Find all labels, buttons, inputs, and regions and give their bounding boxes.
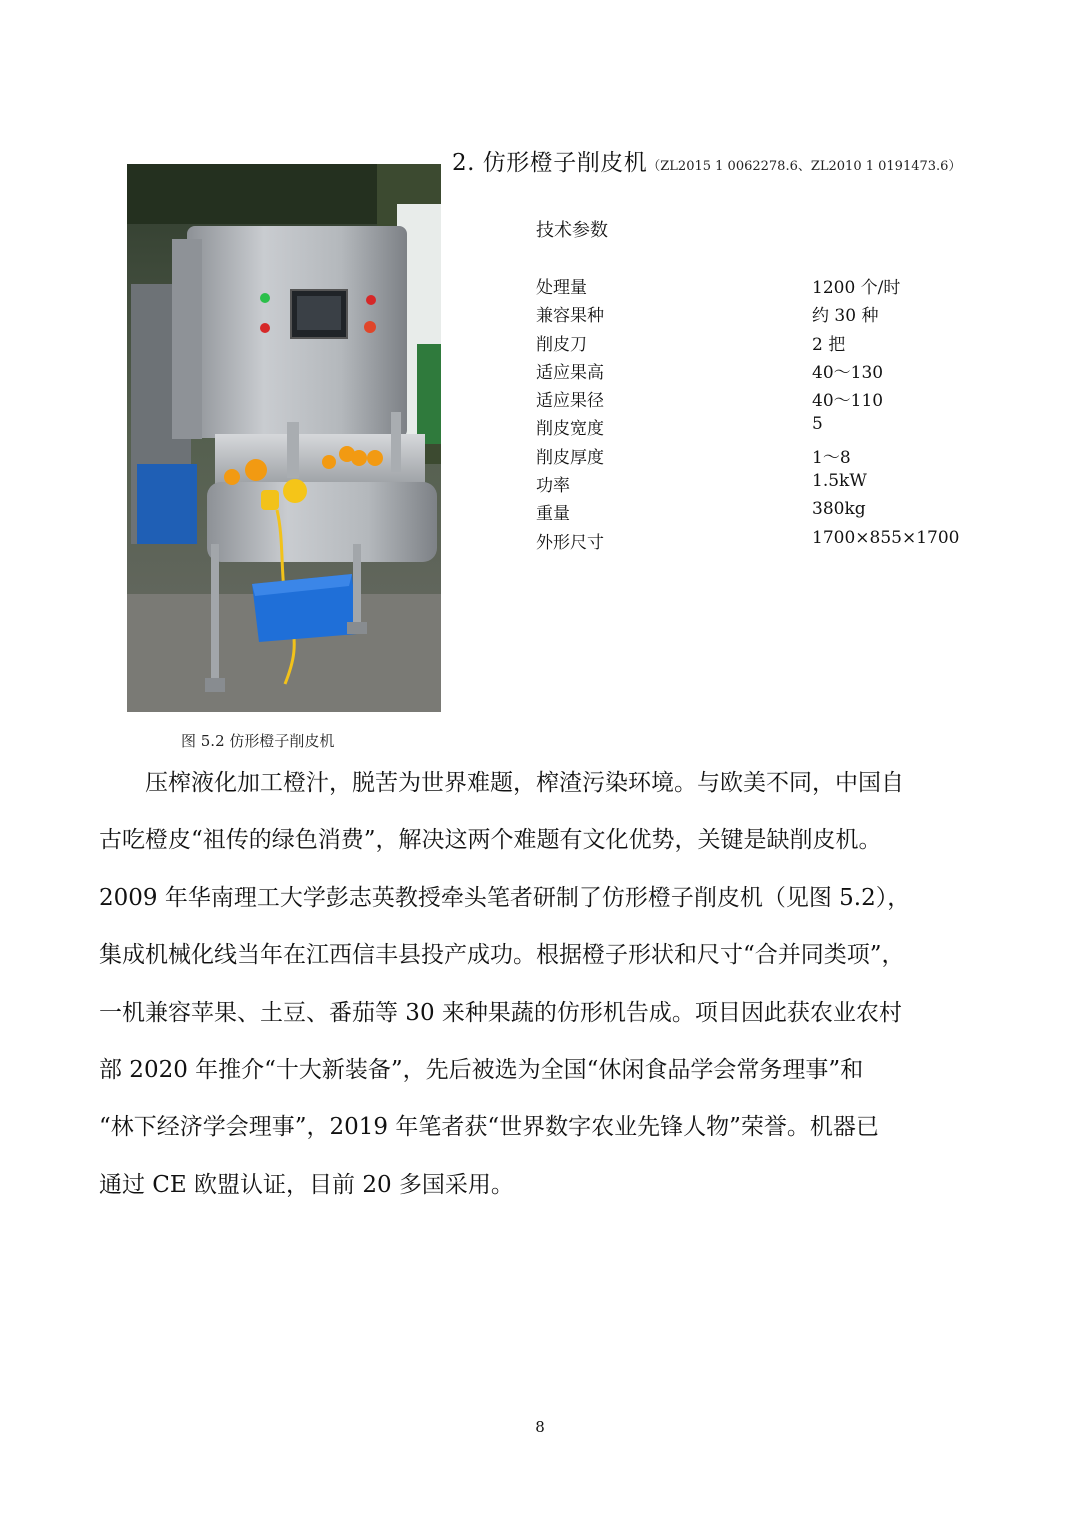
paragraph-line: 压榨液化加工橙汁，脱苦为世界难题，榨渣污染环境。与欧美不同，中国自: [99, 770, 904, 796]
paragraph-line: “林下经济学会理事”，2019 年笔者获“世界数字农业先锋人物”荣誉。机器已: [99, 1114, 879, 1141]
spec-value: 1700×855×1700: [812, 527, 960, 548]
spec-value: 5: [812, 414, 823, 435]
spec-value: 380kg: [812, 499, 866, 520]
spec-label: 兼容果种: [536, 306, 604, 327]
spec-value: 1～8: [812, 447, 851, 468]
page-number: 8: [535, 1418, 545, 1436]
spec-value: 1200 个/时: [812, 278, 901, 298]
paragraph-line: 通过 CE 欧盟认证，目前 20 多国采用。: [99, 1171, 514, 1198]
spec-label: 功率: [536, 476, 570, 497]
machine-photo: [127, 164, 441, 712]
spec-label: 适应果径: [536, 391, 604, 412]
paragraph-line: 集成机械化线当年在江西信丰县投产成功。根据橙子形状和尺寸“合并同类项”，: [99, 942, 905, 969]
spec-value: 40～110: [812, 391, 884, 412]
spec-value: 1.5kW: [812, 471, 867, 492]
spec-value: 40～130: [812, 362, 884, 383]
spec-label: 重量: [536, 504, 570, 525]
figure-caption: 图 5.2 仿形橙子削皮机: [181, 732, 335, 750]
spec-label: 削皮刀: [536, 334, 587, 355]
spec-heading: 技术参数: [536, 220, 608, 241]
paragraph-line: 古吃橙皮“祖传的绿色消费”，解决这两个难题有文化优势，关键是缺削皮机。: [99, 827, 882, 854]
paragraph-line: 部 2020 年推介“十大新装备”，先后被选为全国“休闲食品学会常务理事”和: [99, 1056, 864, 1083]
paragraph-line: 2009 年华南理工大学彭志英教授牵头笔者研制了仿形橙子削皮机（见图 5.2），: [99, 884, 911, 911]
patent-numbers: （ZL2015 1 0062278.6、ZL2010 1 0191473.6）: [647, 159, 962, 174]
spec-label: 削皮宽度: [536, 419, 604, 440]
spec-label: 削皮厚度: [536, 447, 604, 468]
spec-label: 适应果高: [536, 362, 604, 383]
section-heading: [452, 144, 1052, 177]
body-paragraph: [99, 762, 983, 1221]
section-title: 2. 仿形橙子削皮机: [452, 150, 648, 176]
spec-label: 处理量: [536, 278, 587, 298]
spec-value: 2 把: [812, 334, 846, 355]
spec-label: 外形尺寸: [536, 532, 604, 553]
spec-value: 约 30 种: [812, 306, 879, 327]
paragraph-line: 一机兼容苹果、土豆、番茄等 30 来种果蔬的仿形机告成。项目因此获农业农村: [99, 999, 902, 1026]
